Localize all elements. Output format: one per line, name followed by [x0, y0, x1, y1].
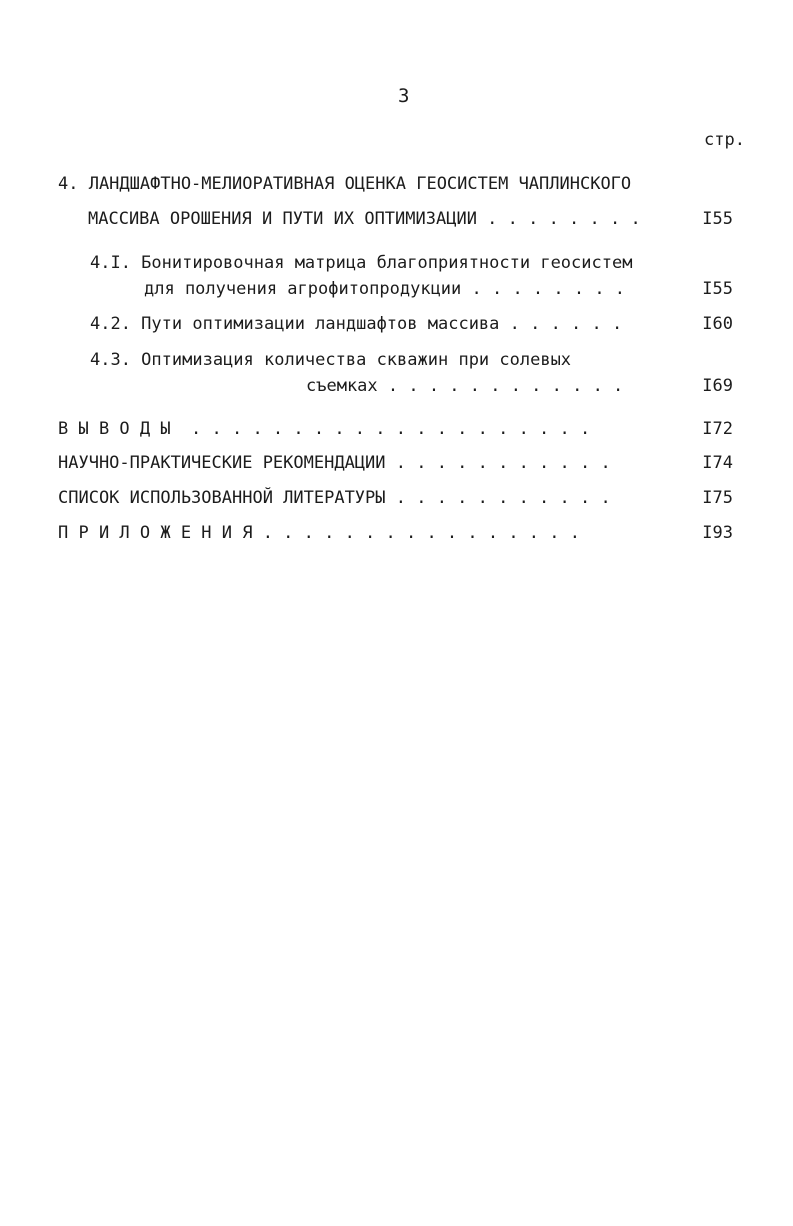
pages-column-label: стр. [704, 130, 745, 150]
toc-entry-page: I93 [702, 523, 733, 543]
toc-entry-title: 4.3. Оптимизация количества скважин при солевых [90, 350, 572, 370]
toc-entry-page: I75 [702, 488, 733, 508]
toc-entry-page: I55 [702, 209, 733, 229]
toc-entry-title-cont: съемках . . . . . . . . . . . . [306, 376, 624, 396]
toc-entry-title: 4.I. Бонитировочная матрица благоприятности геосистем [90, 253, 633, 273]
toc-entry-page: I74 [702, 453, 733, 473]
toc-entry-page: I69 [702, 376, 733, 396]
toc-entry-page: I72 [702, 419, 733, 439]
toc-entry-title: В Ы В О Д Ы . . . . . . . . . . . . . . . . . . . . [58, 419, 591, 439]
page-number: 3 [398, 85, 410, 107]
toc-entry-title: 4.2. Пути оптимизации ландшафтов массива . . . . . . [90, 314, 623, 334]
toc-entry-page: I55 [702, 279, 733, 299]
toc-entry-page: I60 [702, 314, 733, 334]
toc-entry-title-cont: для получения агрофитопродукции . . . . . . . . [144, 279, 626, 299]
toc-entry-title: СПИСОК ИСПОЛЬЗОВАННОЙ ЛИТЕРАТУРЫ . . . . . . . . . . . [58, 488, 611, 508]
toc-entry-title: НАУЧНО-ПРАКТИЧЕСКИЕ РЕКОМЕНДАЦИИ . . . . . . . . . . . [58, 453, 611, 473]
toc-entry-title: П Р И Л О Ж Е Н И Я . . . . . . . . . . . . . . . . [58, 523, 580, 543]
toc-entry-title-cont: МАССИВА ОРОШЕНИЯ И ПУТИ ИХ ОПТИМИЗАЦИИ . . . . . . . . [88, 209, 641, 229]
toc-entry-title: 4. ЛАНДШАФТНО-МЕЛИОРАТИВНАЯ ОЦЕНКА ГЕОСИСТЕМ ЧАПЛИНСКОГО [58, 174, 632, 194]
